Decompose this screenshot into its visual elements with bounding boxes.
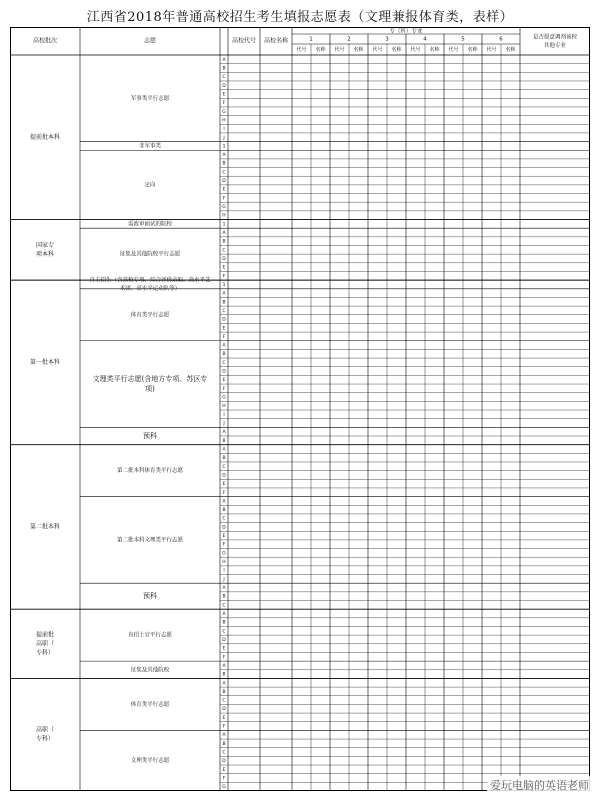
wish-group-label-line: 征集及其他院校平行志愿 — [119, 251, 181, 258]
slot-letter: B — [222, 456, 226, 462]
wish-group-label — [128, 219, 173, 227]
slot-letter: C — [222, 308, 226, 314]
slot-letter: B — [222, 300, 226, 306]
slot-letter: F — [222, 490, 226, 496]
batch-label-line: 高职（ — [35, 640, 55, 648]
slot-letter: I — [223, 412, 225, 418]
wish-group-label — [144, 180, 156, 188]
wish-group-label-line: 定向 — [144, 182, 156, 189]
slot-letter: B — [222, 594, 226, 600]
major-code-label: 代号 — [296, 47, 307, 53]
major-number: 3 — [385, 36, 389, 43]
header-adjust-line: 其他专业 — [543, 42, 567, 49]
slot-letter: B — [222, 352, 226, 358]
major-code-label: 代号 — [410, 47, 421, 53]
major-name-label: 名称 — [505, 47, 516, 53]
slot-letter: D — [222, 759, 226, 765]
batch-label-line: 项本科 — [35, 250, 55, 258]
wish-group-label — [131, 700, 170, 708]
wish-group-label — [89, 276, 211, 293]
wish-group-label — [143, 591, 157, 600]
slot-letter: D — [222, 473, 226, 479]
slot-letter: F — [222, 655, 226, 661]
slot-letter: A — [222, 447, 226, 453]
slot-letter: C — [222, 464, 226, 470]
batch-label: 第一批本科 — [29, 358, 61, 366]
header-majors: 专（科）专业 — [389, 28, 423, 35]
batch-label: 第二批本科 — [29, 523, 61, 531]
slot-letter: B — [222, 239, 226, 245]
slot-letter: B — [222, 66, 226, 72]
slot-letter: 1 — [222, 222, 226, 228]
slot-letter: A — [222, 733, 226, 739]
slot-letter: D — [222, 369, 226, 375]
header-adjust — [533, 32, 578, 49]
slot-letter: B — [222, 438, 226, 444]
major-name-label: 名称 — [429, 47, 440, 53]
slot-letter: H — [222, 404, 226, 410]
slot-letter: D — [222, 83, 226, 89]
slot-letter: A — [222, 499, 226, 505]
slot-letter: J — [223, 421, 225, 427]
slot-letter: B — [222, 161, 226, 167]
slot-letter: E — [222, 534, 226, 540]
slot-letter: D — [222, 707, 226, 713]
slot-letter: A — [222, 611, 226, 617]
form-title: 江西省2018年普通高校招生考生填报志愿表（文理兼报体育类，表样） — [86, 10, 514, 25]
slot-letter: A — [222, 681, 226, 687]
wish-group-label — [93, 374, 208, 393]
slot-letter: E — [222, 187, 226, 193]
wish-group-label — [120, 250, 181, 258]
slot-letter: F — [222, 334, 226, 340]
wish-group-label-line: 自主招生（含高校专项、综合评价录取、高水平艺 — [89, 277, 211, 284]
slot-letter: F — [222, 776, 226, 782]
wish-group-label — [117, 466, 184, 474]
batch-label — [36, 241, 54, 258]
major-number: 6 — [499, 36, 503, 43]
wish-group-label — [131, 665, 170, 673]
slot-letter: E — [222, 482, 226, 488]
slot-letter: C — [222, 360, 226, 366]
batch-label-line: 国家专 — [35, 241, 55, 249]
slot-letter: J — [223, 135, 225, 141]
slot-letter: A — [222, 663, 226, 669]
wish-group-label-line: 预科 — [143, 592, 157, 601]
major-name-label: 名称 — [467, 47, 478, 53]
header-wish: 志愿 — [143, 37, 157, 45]
header-adjust-line: 是否愿意调剂该校 — [532, 34, 578, 41]
slot-letter: B — [222, 508, 226, 514]
wish-group-label-line: 体育类平行志愿 — [130, 312, 170, 319]
slot-letter: G — [222, 551, 226, 557]
slot-letter: E — [222, 646, 226, 652]
wish-group-label-line: 文理类平行志愿(含地方专项、苏区专 — [92, 375, 208, 384]
wish-group-label-line: 预科 — [143, 431, 157, 440]
wish-group-label-line: 项) — [145, 385, 155, 394]
wish-group-label — [131, 756, 170, 764]
watermark-text: 爱玩电脑的英语老师 — [487, 776, 592, 794]
wish-group-label — [117, 535, 184, 543]
batch-label-line: 专科） — [35, 735, 55, 743]
slot-letter: E — [222, 767, 226, 773]
slot-letter: C — [222, 629, 226, 635]
wish-group-label-line: 体育类平行志愿 — [130, 701, 170, 708]
wish-group-label-line: 术团、高水平运动队等） — [119, 286, 181, 293]
slot-letter: F — [222, 542, 226, 548]
major-name-label: 名称 — [391, 47, 402, 53]
slot-letter: D — [222, 637, 226, 643]
slot-letter: C — [222, 75, 226, 81]
batch-label-line: 专科） — [35, 649, 55, 657]
slot-letter: D — [222, 256, 226, 262]
slot-letter: B — [222, 620, 226, 626]
slot-letter: A — [222, 343, 226, 349]
wish-group-label — [143, 431, 157, 440]
major-code-label: 代号 — [448, 47, 459, 53]
slot-letter: A — [222, 291, 226, 297]
table-border — [11, 28, 590, 791]
batch-label — [36, 630, 54, 656]
major-number: 1 — [309, 36, 313, 43]
wish-group-label-line: 非军事类 — [138, 143, 162, 150]
slot-letter: H — [222, 560, 226, 566]
slot-letter: A — [222, 57, 226, 63]
slot-letter: H — [222, 213, 226, 219]
slot-letter: J — [223, 577, 225, 583]
major-number: 5 — [461, 36, 465, 43]
slot-letter: A — [222, 586, 226, 592]
application-form-table — [10, 27, 590, 791]
slot-letter: F — [222, 386, 226, 392]
batch-label: 提前批本科 — [29, 133, 61, 141]
slot-letter: B — [222, 741, 226, 747]
slot-letter: G — [222, 109, 226, 115]
slot-letter: 1 — [222, 282, 226, 288]
slot-letter: D — [222, 525, 226, 531]
batch-label — [36, 726, 54, 743]
slot-letter: C — [222, 516, 226, 522]
wish-group-label — [131, 310, 170, 318]
slot-letter: H — [222, 118, 226, 124]
major-name-label: 名称 — [353, 47, 364, 53]
slot-letter: C — [222, 170, 226, 176]
slot-letter: A — [222, 153, 226, 159]
slot-letter: E — [222, 265, 226, 271]
slot-letter: G — [222, 785, 226, 791]
wish-group-label-line: 军事类平行志愿 — [130, 95, 170, 102]
major-code-label: 代号 — [486, 47, 497, 53]
slot-letter: C — [222, 248, 226, 254]
wish-group-label-line: 第二批本科体育类平行志愿 — [116, 468, 184, 475]
slot-letter: F — [222, 101, 226, 107]
slot-letter: C — [222, 603, 226, 609]
wish-group-label-line: 直招士官平行志愿 — [127, 632, 173, 639]
header-school-code: 高校代号 — [231, 37, 257, 45]
slot-letter: A — [222, 231, 226, 237]
major-code-label: 代号 — [334, 47, 345, 53]
wish-group-label — [131, 94, 170, 102]
slot-letter: C — [222, 698, 226, 704]
slot-letter: E — [222, 715, 226, 721]
slot-letter: I — [223, 568, 225, 574]
slot-letter: 1 — [222, 144, 226, 150]
slot-letter: E — [222, 92, 226, 98]
slot-letter: B — [222, 689, 226, 695]
wish-group-label-line: 文理类平行志愿 — [130, 758, 170, 765]
major-number: 2 — [347, 36, 351, 43]
header-batch: 高校批次 — [32, 37, 58, 45]
wish-group-label — [139, 141, 162, 149]
major-number: 4 — [423, 36, 427, 43]
slot-letter: A — [222, 430, 226, 436]
slot-letter: B — [222, 672, 226, 678]
slot-letter: I — [223, 127, 225, 133]
slot-letter: E — [222, 326, 226, 332]
wish-group-label-line: 第二批本科文理类平行志愿 — [116, 537, 184, 544]
major-code-label: 代号 — [372, 47, 383, 53]
header-school-name: 高校名称 — [263, 37, 289, 45]
batch-label-line: 提前批 — [35, 631, 55, 639]
wish-group-label — [128, 631, 173, 639]
wish-group-label-line: 需政审面试的院校 — [127, 221, 173, 228]
slot-letter: D — [222, 317, 226, 323]
batch-label-line: 高职（ — [35, 726, 55, 734]
slot-letter: F — [222, 724, 226, 730]
slot-letter: C — [222, 750, 226, 756]
slot-letter: G — [222, 205, 226, 211]
wish-group-label-line: 征集及其他院校 — [130, 667, 170, 674]
slot-letter: F — [222, 274, 226, 280]
slot-letter: D — [222, 179, 226, 185]
slot-letter: F — [222, 196, 226, 202]
slot-letter: E — [222, 378, 226, 384]
slot-letter: G — [222, 395, 226, 401]
major-name-label: 名称 — [315, 47, 326, 53]
